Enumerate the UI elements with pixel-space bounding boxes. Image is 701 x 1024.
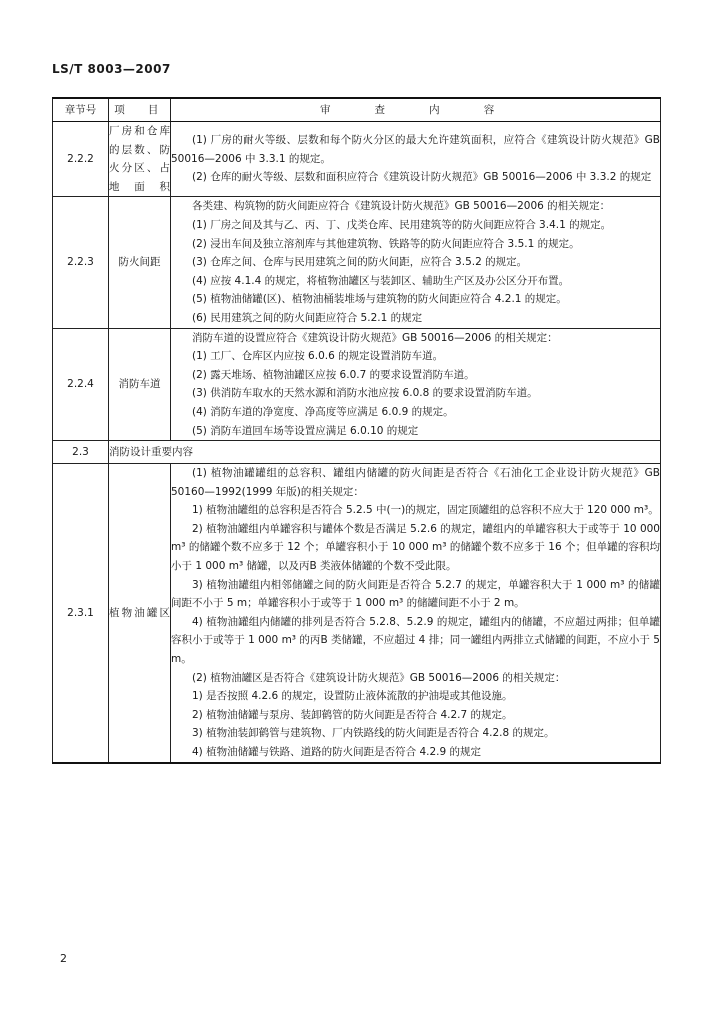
review-content — [171, 328, 661, 441]
content-paragraph: 1) 植物油罐组的总容积是否符合 5.2.5 中(一)的规定，固定顶罐组的总容积不应大于 120 000 m³。 — [192, 504, 659, 517]
content-paragraph: (1) 厂房的耐火等级、层数和每个防火分区的最大允许建筑面积，应符合《建筑设计防火规范》GB 50016—2006 中 3.3.1 的规定。 — [171, 134, 660, 165]
document-code: LS/T 8003—2007 — [52, 62, 171, 76]
content-paragraph: (3) 仓库之间、仓库与民用建筑之间的防火间距，应符合 3.5.2 的规定。 — [192, 256, 528, 269]
item-name: 厂房和仓库的层数、防火分区、占地面积 — [109, 122, 171, 197]
section-heading-row — [53, 441, 661, 464]
content-paragraph: (1) 厂房之间及其与乙、丙、丁、戊类仓库、民用建筑等的防火间距应符合 3.4.1 的规定。 — [192, 218, 612, 231]
content-paragraph: (2) 植物油罐区是否符合《建筑设计防火规范》GB 50016—2006 的相关规定： — [192, 671, 566, 684]
header-section-number: 章节号 — [53, 98, 109, 122]
item-name: 防火间距 — [109, 197, 171, 328]
content-paragraph: 4) 植物油罐组内储罐的排列是否符合 5.2.8、5.2.9 的规定，罐组内的储罐，不应超过两排；但单罐容积小于或等于 1 000 m³ 的丙B 类储罐，不应超过 4 排；同一罐组内两排立式储罐的间距，不应小于 5 m。 — [171, 615, 660, 666]
content-paragraph: (3) 供消防车取水的天然水源和消防水池应按 6.0.8 的要求设置消防车道。 — [192, 387, 538, 400]
review-table — [52, 97, 661, 764]
content-paragraph: (2) 浸出车间及独立溶剂库与其他建筑物、铁路等的防火间距应符合 3.5.1 的规定。 — [192, 237, 580, 250]
content-paragraph: 3) 植物油装卸鹤管与建筑物、厂内铁路线的防火间距是否符合 4.2.8 的规定。 — [192, 727, 555, 740]
header-review-content: 审 查 内 容 — [171, 98, 661, 122]
content-paragraph: (4) 应按 4.1.4 的规定，将植物油罐区与装卸区、辅助生产区及办公区分开布置。 — [192, 274, 570, 287]
review-content — [171, 122, 661, 197]
content-paragraph: (2) 仓库的耐火等级、层数和面积应符合《建筑设计防火规范》GB 50016—2006 中 3.3.2 的规定 — [192, 171, 652, 184]
header-item: 项 目 — [109, 98, 171, 122]
section-number: 2.2.2 — [53, 122, 109, 197]
content-paragraph: 1) 是否按照 4.2.6 的规定，设置防止液体流散的护油堤或其他设施。 — [192, 690, 513, 703]
content-paragraph: 消防车道的设置应符合《建筑设计防火规范》GB 50016—2006 的相关规定： — [192, 331, 558, 344]
table-header-row — [53, 98, 661, 122]
table-row — [53, 122, 661, 197]
content-paragraph: (5) 消防车道回车场等设置应满足 6.0.10 的规定 — [192, 424, 419, 437]
content-paragraph: 4) 植物油储罐与铁路、道路的防火间距是否符合 4.2.9 的规定 — [192, 746, 482, 758]
section-title: 消防设计重要内容 — [109, 441, 661, 464]
table-row — [53, 197, 661, 328]
section-number: 2.3.1 — [53, 464, 109, 763]
content-paragraph: 3) 植物油罐组内相邻储罐之间的防火间距是否符合 5.2.7 的规定，单罐容积大于 1 000 m³ 的储罐间距不小于 5 m；单罐容积小于或等于 1 000 m³ 的储罐间距不小于 2 m。 — [171, 578, 660, 610]
section-number: 2.2.3 — [53, 197, 109, 328]
content-paragraph: (2) 露天堆场、植物油罐区应按 6.0.7 的要求设置消防车道。 — [192, 368, 475, 381]
table-row — [53, 328, 661, 441]
item-name: 消防车道 — [109, 328, 171, 441]
content-paragraph: (6) 民用建筑之间的防火间距应符合 5.2.1 的规定 — [192, 311, 423, 324]
content-paragraph: (1) 工厂、仓库区内应按 6.0.6 的规定设置消防车道。 — [192, 350, 444, 363]
item-name: 植物油罐区 — [109, 464, 171, 763]
content-paragraph: 各类建、构筑物的防火间距应符合《建筑设计防火规范》GB 50016—2006 的相关规定： — [192, 200, 611, 213]
review-content — [171, 464, 661, 763]
content-paragraph: (1) 植物油罐罐组的总容积、罐组内储罐的防火间距是否符合《石油化工企业设计防火规范》GB 50160—1992(1999 年版)的相关规定： — [171, 467, 660, 498]
content-paragraph: (4) 消防车道的净宽度、净高度等应满足 6.0.9 的规定。 — [192, 405, 454, 418]
content-paragraph: 2) 植物油罐组内单罐容积与罐体个数是否满足 5.2.6 的规定，罐组内的单罐容积大于或等于 10 000 m³ 的储罐个数不应多于 12 个；单罐容积小于 10 000 m³ 的储罐个数不应多于 16 个；但单罐的容积均小于 1 000 m³ 储罐，以及丙B 类液体储罐的个数不受此限。 — [171, 522, 660, 573]
review-content — [171, 197, 661, 328]
content-paragraph: 2) 植物油储罐与泵房、装卸鹤管的防火间距是否符合 4.2.7 的规定。 — [192, 708, 513, 721]
table-row — [53, 464, 661, 763]
section-number: 2.3 — [53, 441, 109, 464]
page-number: 2 — [60, 952, 67, 965]
content-paragraph: (5) 植物油储罐(区)、植物油桶装堆场与建筑物的防火间距应符合 4.2.1 的规定。 — [192, 293, 567, 306]
section-number: 2.2.4 — [53, 328, 109, 441]
